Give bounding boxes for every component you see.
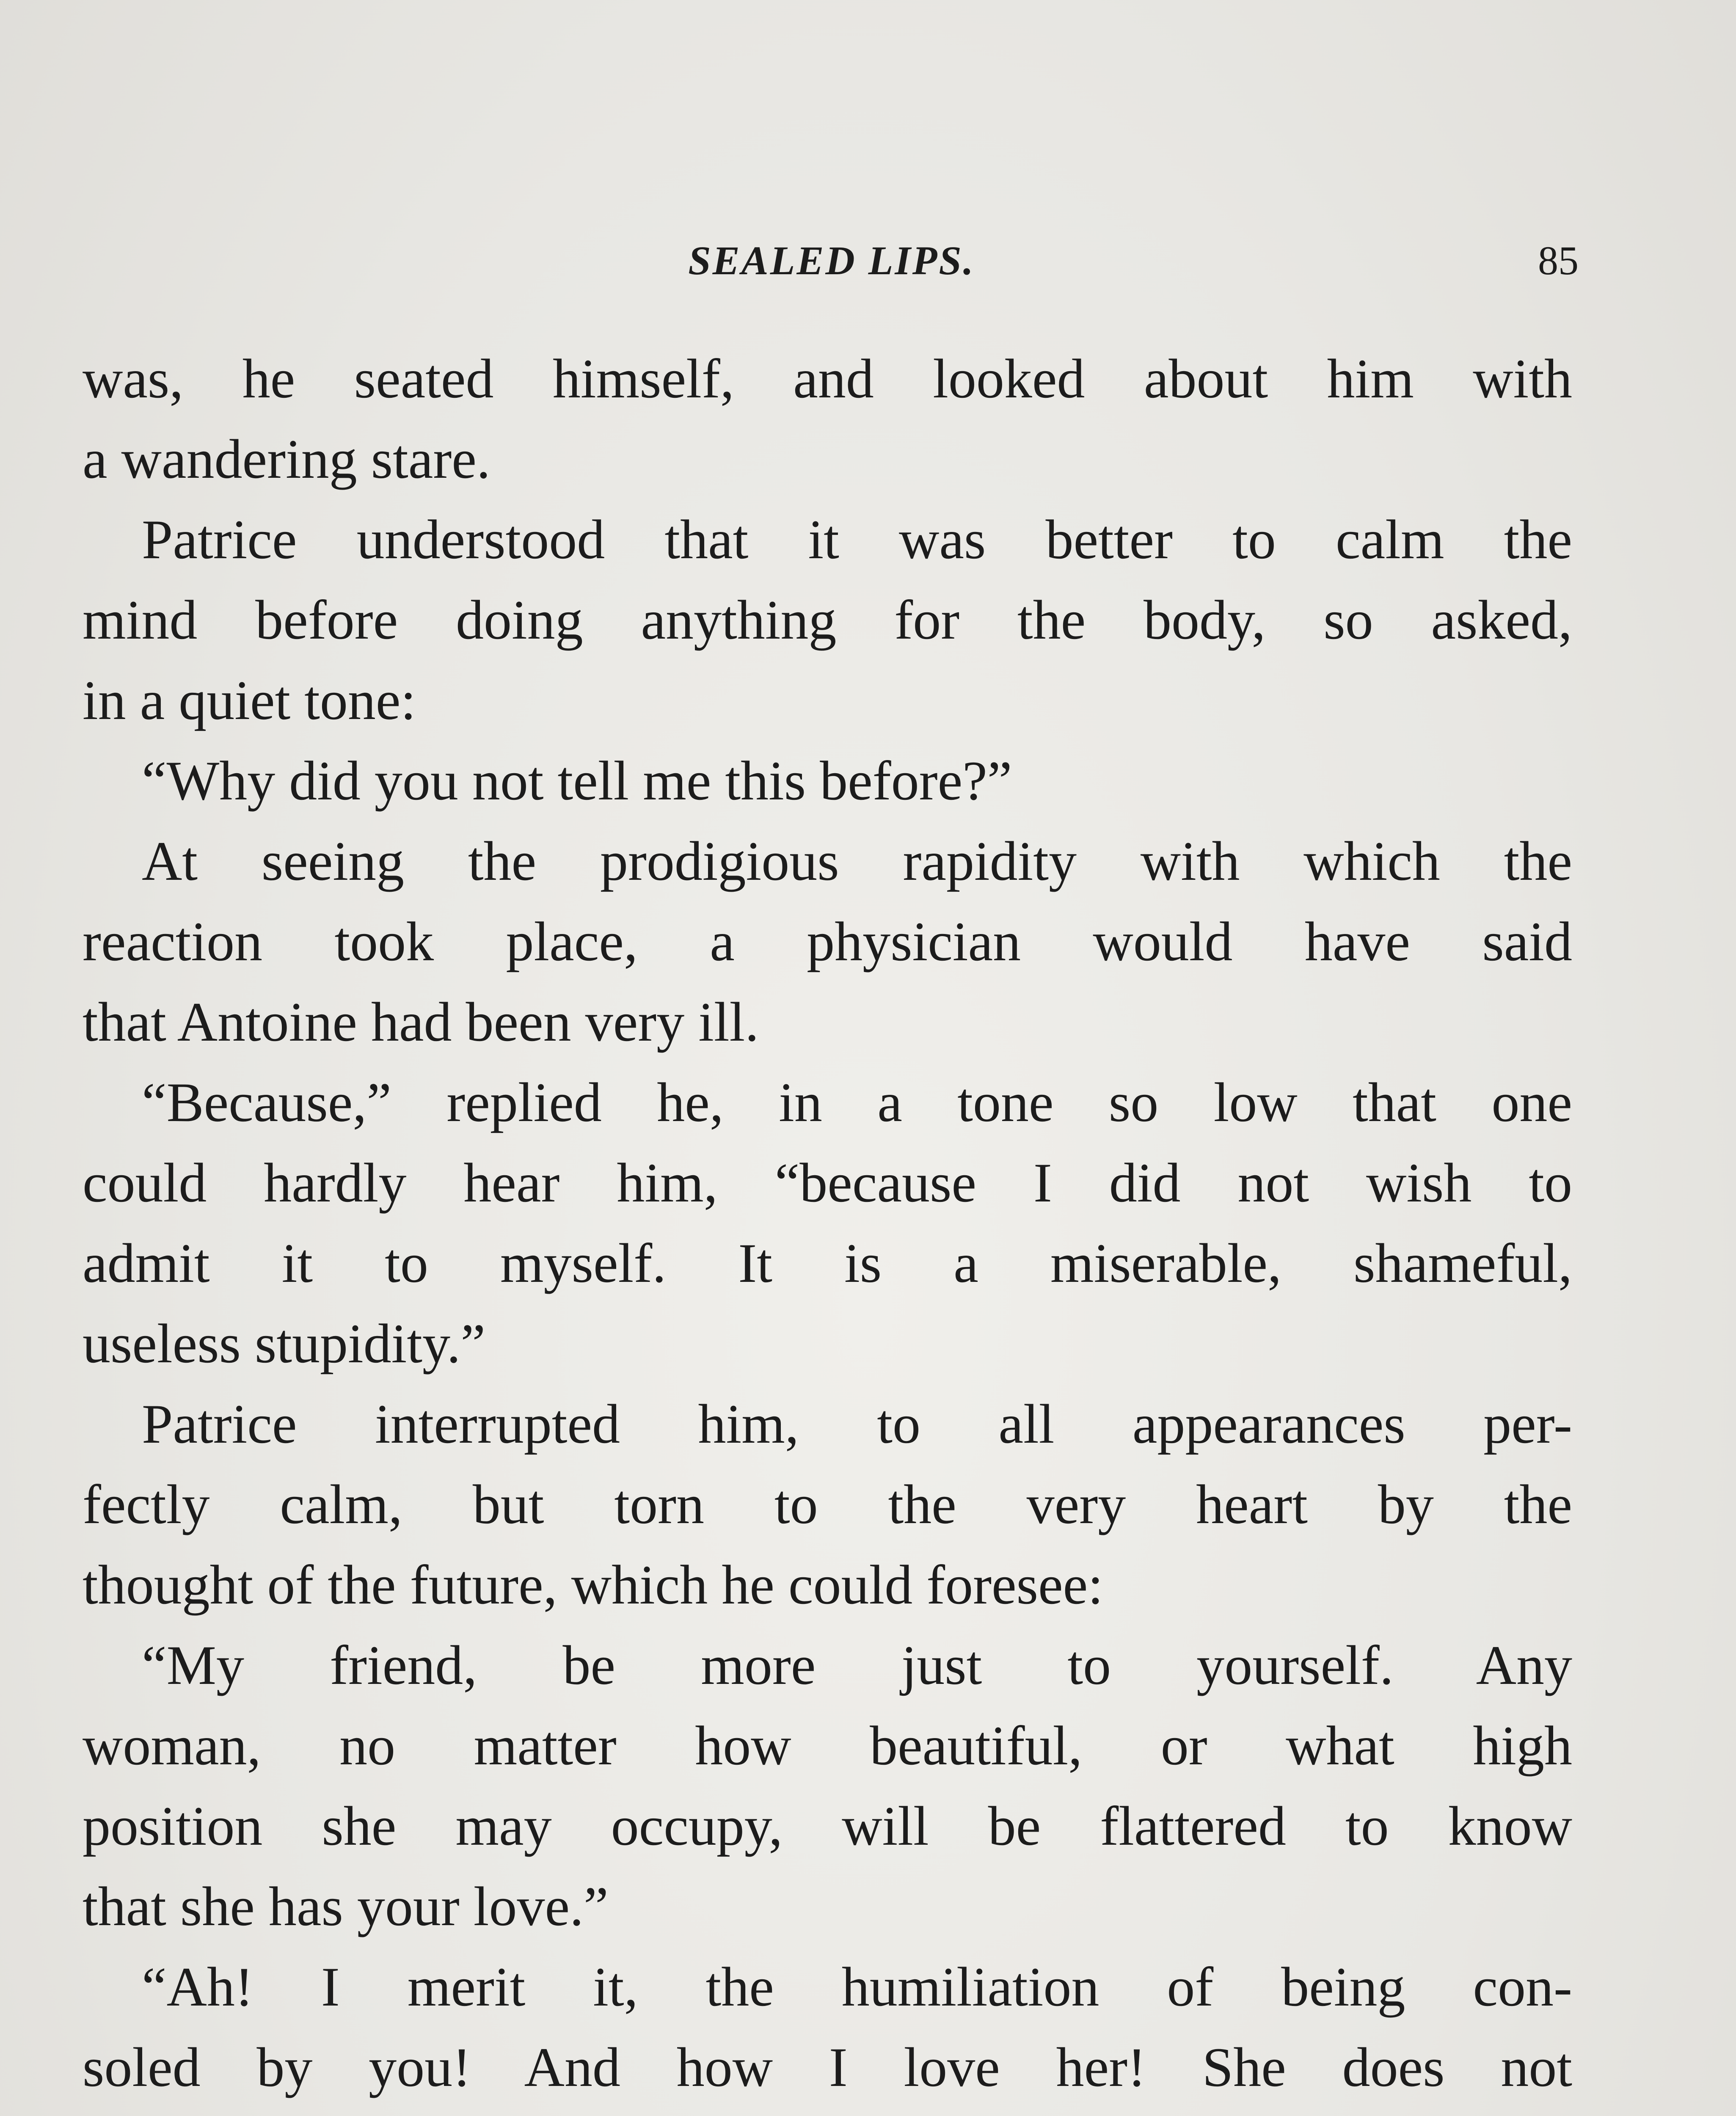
text-line: At seeing the prodigious rapidity with which the xyxy=(142,830,1572,892)
text-line: “My friend, be more just to yourself. Any xyxy=(142,1634,1572,1696)
body-text xyxy=(83,339,1572,2116)
text-line xyxy=(83,2108,1572,2116)
text-line: that she has your love.” xyxy=(83,1875,609,1937)
text-line: Patrice understood that it was better to calm the xyxy=(142,508,1572,570)
page-number: 85 xyxy=(1538,238,1579,283)
text-line: fectly calm, but torn to the very heart by the xyxy=(83,1473,1572,1535)
text-line: in a quiet tone: xyxy=(83,669,416,731)
text-line: reaction took place, a physician would have said xyxy=(83,910,1572,973)
text-line: “Ah! I merit it, the humiliation of being con- xyxy=(142,1956,1572,2018)
text-line: was, he seated himself, and looked about him with xyxy=(83,347,1572,410)
text-line: a wandering stare. xyxy=(83,428,490,490)
text-line: “Why did you not tell me this before?” xyxy=(142,749,1012,812)
text-line: useless stupidity.” xyxy=(83,1312,486,1375)
text-line: Patrice interrupted him, to all appearances per- xyxy=(142,1393,1572,1455)
text-line: thought of the future, which he could foresee: xyxy=(83,1554,1103,1616)
text-line: that Antoine had been very ill. xyxy=(83,991,759,1053)
running-title: SEALED LIPS. xyxy=(688,238,975,283)
text-line: soled by you! And how I love her! She does not xyxy=(83,2036,1572,2098)
text-line: could hardly hear him, “because I did not wish to xyxy=(83,1152,1572,1214)
running-head xyxy=(85,237,1579,305)
text-line: mind before doing anything for the body, so asked, xyxy=(83,589,1572,651)
text-line: position she may occupy, will be flattered to know xyxy=(83,1795,1572,1857)
text-line: woman, no matter how beautiful, or what high xyxy=(83,1714,1572,1777)
text-line: “Because,” replied he, in a tone so low that one xyxy=(142,1071,1572,1133)
text-line: admit it to myself. It is a miserable, shameful, xyxy=(83,1232,1572,1294)
